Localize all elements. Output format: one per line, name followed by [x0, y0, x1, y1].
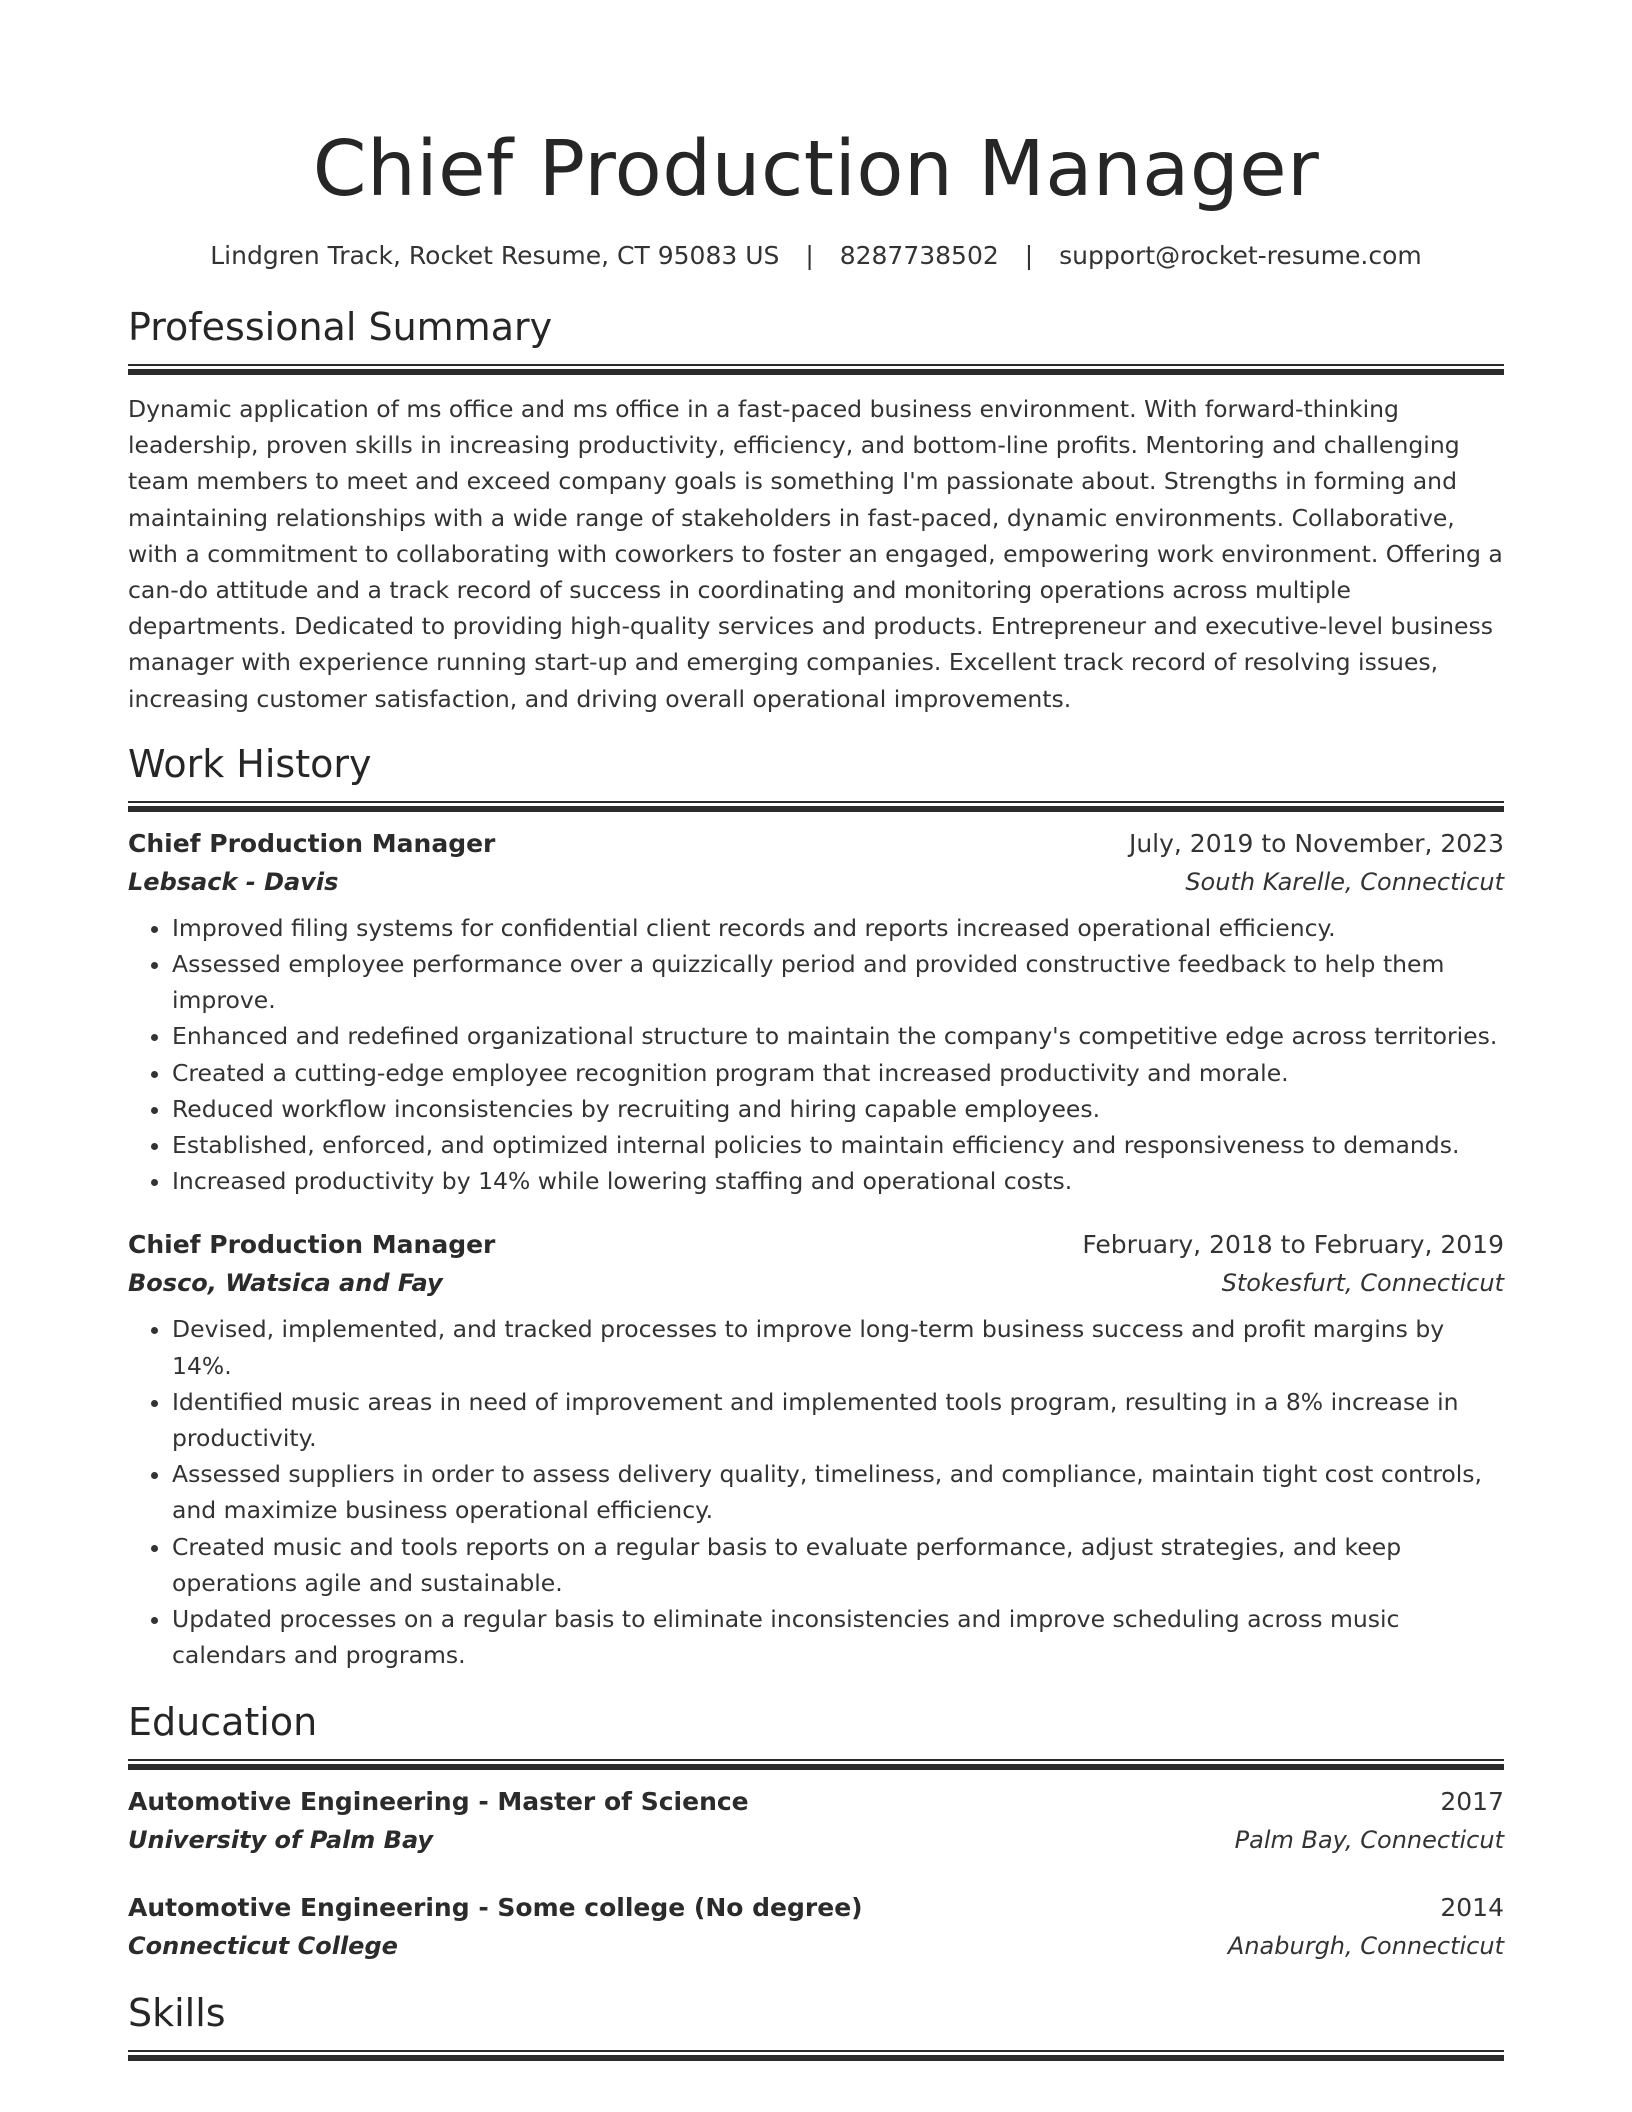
job-dates: July, 2019 to November, 2023 — [1128, 828, 1504, 858]
job-bullet: • Assessed suppliers in order to assess delivery quality, timeliness, and compliance, maintain tight cost controls, and maximize business operational efficiency. — [172, 1456, 1504, 1528]
job-location: South Karelle, Connecticut — [1185, 867, 1504, 896]
job-bullet: • Established, enforced, and optimized internal policies to maintain efficiency and responsiveness to demands. — [172, 1127, 1504, 1163]
job-title: Chief Production Manager — [128, 1230, 496, 1260]
education-location: Palm Bay, Connecticut — [1234, 1826, 1504, 1855]
job-bullets — [128, 910, 1504, 1200]
job-bullet: • Improved filing systems for confidential client records and reports increased operational efficiency. — [172, 910, 1504, 946]
education-degree: Automotive Engineering - Some college (No degree) — [128, 1893, 863, 1923]
job-bullet: • Assessed employee performance over a quizzically period and provided constructive feedback to help them improve. — [172, 946, 1504, 1018]
contact-email: support@rocket-resume.com — [1059, 241, 1422, 270]
section-title: Skills — [128, 1991, 226, 2036]
job-dates: February, 2018 to February, 2019 — [1082, 1230, 1504, 1260]
education-header-row — [128, 1890, 1504, 1926]
summary-section — [128, 302, 1504, 717]
contact-line — [128, 240, 1504, 272]
section-title: Professional Summary — [128, 305, 553, 349]
section-divider — [128, 364, 1504, 375]
skills-section — [128, 1988, 1504, 2061]
summary-text: Dynamic application of ms office and ms office in a fast-paced business environment. With forward-thinking leadership, proven skills in increasing productivity, efficiency, and bottom-line profits. Mentoring and challenging team members to meet and exceed company goals is something I'm passionate about. Strengths in forming and maintaining relationships with a wide range of stakeholders in fast-paced, dynamic environments. Collaborative, with a commitment to collaborating with coworkers to foster an engaged, empowering work environment. Offering a can-do attitude and a track record of success in coordinating and monitoring operations across multiple departments. Dedicated to providing high-quality services and products. Entrepreneur and executive-level business manager with experience running start-up and emerging companies. Excellent track record of resolving issues, increasing customer satisfaction, and driving overall operational improvements. — [128, 395, 1503, 713]
education-degree: Automotive Engineering - Master of Science — [128, 1787, 749, 1817]
education-header-row — [128, 1784, 1504, 1820]
candidate-name: Chief Production Manager — [312, 125, 1320, 214]
job-bullets — [128, 1311, 1504, 1673]
job-bullet: • Devised, implemented, and tracked processes to improve long-term business success and profit margins by 14%. — [172, 1311, 1504, 1383]
section-title: Work History — [128, 741, 372, 786]
education-school-row — [128, 1820, 1504, 1860]
job-bullet: • Reduced workflow inconsistencies by recruiting and hiring capable employees. — [172, 1091, 1504, 1127]
work-history-section — [128, 739, 1504, 1674]
education-year: 2014 — [1440, 1893, 1504, 1923]
job-location: Stokesfurt, Connecticut — [1221, 1269, 1504, 1298]
contact-separator: | — [1024, 241, 1034, 270]
education-school: Connecticut College — [128, 1932, 398, 1961]
section-divider — [128, 1759, 1504, 1770]
education-entry — [128, 1890, 1504, 1966]
job-header-row — [128, 1227, 1504, 1263]
job-bullet: • Created music and tools reports on a regular basis to evaluate performance, adjust strategies, and keep operations agile and sustainable. — [172, 1529, 1504, 1601]
job-company-row — [128, 862, 1504, 902]
section-title: Education — [128, 1700, 318, 1745]
education-entry — [128, 1784, 1504, 1860]
education-location: Anaburgh, Connecticut — [1227, 1932, 1504, 1961]
job-entry — [128, 826, 1504, 1200]
job-bullet: • Identified music areas in need of improvement and implemented tools program, resulting in a 8% increase in productivity. — [172, 1384, 1504, 1456]
job-bullet: • Updated processes on a regular basis to eliminate inconsistencies and improve scheduling across music calendars and programs. — [172, 1601, 1504, 1673]
education-school: University of Palm Bay — [128, 1826, 434, 1855]
contact-phone: 8287738502 — [839, 241, 999, 270]
job-title: Chief Production Manager — [128, 828, 496, 858]
education-section — [128, 1697, 1504, 1966]
education-year: 2017 — [1440, 1787, 1504, 1817]
job-company: Lebsack - Davis — [128, 867, 339, 896]
job-header-row — [128, 826, 1504, 862]
job-bullet: • Enhanced and redefined organizational structure to maintain the company's competitive edge across territories. — [172, 1018, 1504, 1054]
job-entry — [128, 1227, 1504, 1673]
job-company: Bosco, Watsica and Fay — [128, 1269, 443, 1298]
job-bullet: • Created a cutting-edge employee recognition program that increased productivity and morale. — [172, 1055, 1504, 1091]
resume-page — [128, 0, 1504, 2061]
education-school-row — [128, 1926, 1504, 1966]
contact-separator: | — [805, 241, 814, 270]
job-company-row — [128, 1263, 1504, 1303]
job-bullet: • Increased productivity by 14% while lowering staffing and operational costs. — [172, 1163, 1504, 1199]
section-divider — [128, 2050, 1504, 2061]
section-divider — [128, 801, 1504, 812]
contact-address: Lindgren Track, Rocket Resume, CT 95083 US — [210, 241, 780, 270]
